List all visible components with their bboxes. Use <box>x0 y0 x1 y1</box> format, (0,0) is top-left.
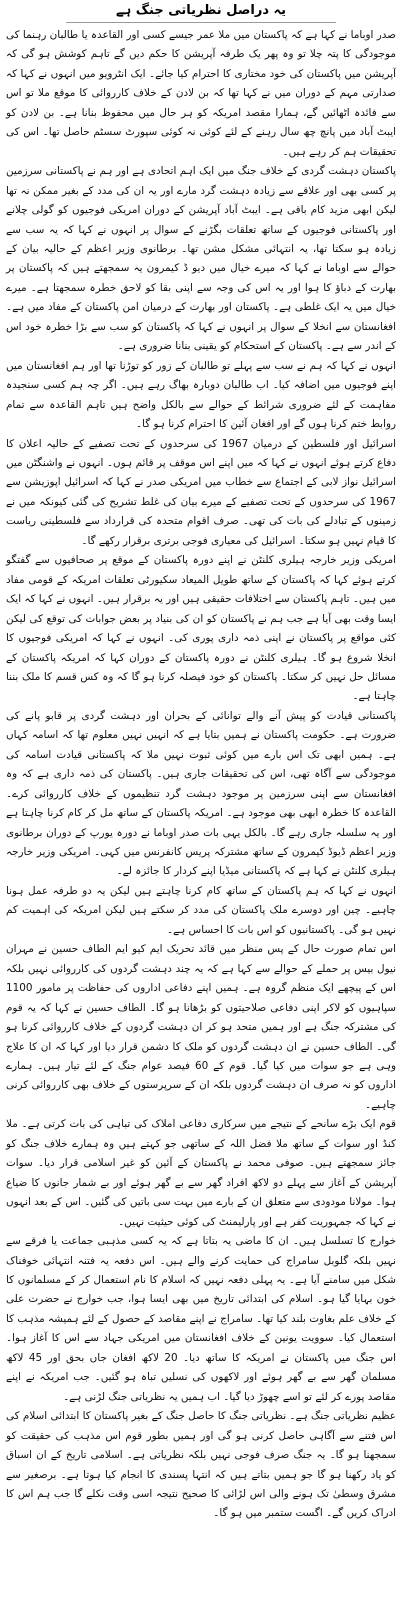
paragraph: امریکی وزیر خارجہ ہیلری کلنٹن نے اپنے دورہ پاکستان کے موقع پر صحافیوں سے گفتگو کرتے ہوئے کہا کہ پاکستان کے ساتھ طویل المیعاد سکیورٹی تعلقات امریکہ کے قومی مفاد میں ہیں۔ تاہم پاکستان سے اختلافات حقیقی ہیں اور یہ برقرار ہیں۔ انہوں نے کہا کہ ایک ایسا وقت بھی آیا ہے جب ہم نے پاکستان کو ان کی بنیاد پر بعض جوابات کی توقع کی لیکن کئی مواقع پر پاکستان نے اپنی ذمہ داری پوری کی۔ انہوں نے کہا کہ امریکی فوجیوں کا انخلا شروع ہو گا۔ ہیلری کلنٹن نے دورہ پاکستان کے دوران کہا کہ امریکہ پاکستان کے مسائل حل نہیں کر سکتا۔ پاکستان کو خود فیصلہ کرنا ہو گا کہ وہ کس قسم کا ملک بننا چاہتا ہے۔ <box>6 554 396 703</box>
paragraph: خوارج کا تسلسل ہیں۔ ان کا ماضی یہ بتاتا ہے کہ یہ کسی مذہبی جماعت یا فرقے سے نہیں بلکہ گلوبل سامراج کی حمایت کرنے والے ہیں۔ اس دفعہ یہ فتنہ انتہائی خوفناک شکل میں سامنے آیا ہے۔ یہ پہلی دفعہ نہیں کہ اسلام کا نام استعمال کر کے مسلمانوں کا خون بہایا گیا ہو۔ اسلام کی ابتدائی تاریخ میں بھی ایسا ہوا، جب خوارج نے حضرت علی کے خلاف علم بغاوت بلند کیا تھا۔ سامراج نے اپنے مقاصد کے حصول کے لئے ہمیشہ مذہب کا استعمال کیا۔ سوویت یونین کے خلاف افغانستان میں امریکی جہاد سے اس کا آغاز ہوا۔ اس جنگ میں پاکستان نے امریکہ کا ساتھ دیا۔ 20 لاکھ افغان جاں بحق اور 45 لاکھ مسلمان گھر سے بے گھر ہوئے اور لاکھوں کی نسلیں تباہ ہو گئیں۔ جب امریکہ نے اپنے مقاصد پورے کر لئے تو اسے چھوڑ دیا گیا۔ اب ہمیں یہ نظریاتی جنگ لڑنی ہے۔ <box>6 1235 396 1403</box>
paragraph: اس تمام صورت حال کے پس منظر میں قائد تحریک ایم کیو ایم الطاف حسین نے مہران نیول بیس پر حملے کے حوالے سے کہا ہے کہ یہ چند دہشت گردوں کی کارروائی نہیں بلکہ اس کے پیچھے ایک منظم گروہ ہے۔ ہمیں اپنے دفاعی اداروں کی حفاظت پر مامور 1100 سپاہیوں کو لاکر اپنی دفاعی صلاحیتوں کو بڑھانا ہو گا۔ الطاف حسین نے کہا کہ یہ قوم کی مشترکہ جنگ ہے اور ہمیں متحد ہو کر ان دہشت گردوں کے خلاف کارروائی کرنا ہو گی۔ الطاف حسین نے ان دہشت گردوں کو ملک کا دشمن قرار دیا اور کہا کہ ان کا علاج وہی ہے جو سوات میں کیا گیا۔ قوم کے 60 فیصد عوام جنگ کے لئے تیار ہیں۔ ہمارے اداروں کو نہ صرف ان دہشت گردوں بلکہ ان کے سرپرستوں کے خلاف بھی کارروائی کرنی چاہیے۔ <box>6 943 396 1111</box>
article-title: یہ دراصل نظریاتی جنگ ہے <box>115 3 287 18</box>
paragraph: اسرائیل اور فلسطین کے درمیان 1967 کی سرحدوں کے تحت تصفیے کے حالیہ اعلان کا دفاع کرتے ہوئے انہوں نے کہا کہ میں اپنے اس موقف پر قائم ہوں۔ انہوں نے واشنگٹن میں اسرائیل نواز لابی کے اجتماع سے خطاب میں امریکی صدر نے کہا کہ اسرائیل اپوزیشن سے 1967 کی سرحدوں کے تحت تصفیے کے میرے بیان کی غلط تشریح کی گئی کیونکہ میں نے زمینوں کے تبادلے کی بات کی تھی۔ صرف اقوام متحدہ کی قرارداد سے فلسطینی ریاست کا قیام نہیں ہو سکتا۔ اسرائیل کی معیاری فوجی برتری برقرار رکھے گا۔ <box>6 437 397 547</box>
paragraph: پاکستانی قیادت کو پیش آنے والے توانائی کے بحران اور دہشت گردی پر قابو پانے کی ضرورت ہے۔ حکومت پاکستان نے ہمیں بتایا ہے کہ انہیں نہیں معلوم تھا کہ اسامہ کہاں ہے۔ ہمیں ابھی تک اس بارے میں کوئی ثبوت نہیں ملا کہ پاکستانی قیادت اسامہ کی موجودگی سے آگاہ تھی، اس کی تحقیقات جاری ہیں۔ پاکستان کی ذمہ داری ہے کہ وہ افغانستان سے اپنی سرزمین پر موجود دہشت گرد تنظیموں کے خلاف کارروائی کرے۔ القاعدہ کا خطرہ ابھی بھی موجود ہے۔ امریکہ پاکستان کے ساتھ مل کر کام کرنا چاہتا ہے اور یہ سلسلہ جاری رہے گا۔ بالکل یہی بات صدر اوباما نے دورہ یورپ کے دوران برطانوی وزیر اعظم ڈیوڈ کیمرون کے ساتھ مشترکہ پریس کانفرنس میں کہی۔ امریکی وزیر خارجہ ہیلری کلنٹن نے کہا ہے کہ پاکستانی میڈیا اپنے کردار کا جائزہ لے۔ <box>6 709 396 878</box>
title-divider <box>66 22 336 23</box>
paragraph: عظیم نظریاتی جنگ ہے۔ نظریاتی جنگ کا حاصل جنگ کے بغیر پاکستان کا ابتدائی اسلام کی اس فتنے سے آگاہی حاصل کرنی ہو گی اور ہمیں بطور قوم اس مذہب کی حقیقت کو سمجھنا ہو گا۔ یہ جنگ صرف فوجی نہیں بلکہ نظریاتی ہے۔ اسلامی تاریخ کے ان اسباق کو یاد رکھنا ہو گا جو ہمیں بتاتے ہیں کہ انتہا پسندی کا انجام کیا ہوتا ہے۔ برصغیر سے مشرق وسطیٰ تک ہونے والی اس لڑائی کا صحیح نتیجہ اسی وقت نکلے گا جب ہم اس کا ادراک کریں گے۔ اگست ستمبر میں ہو گا۔ <box>6 1410 396 1520</box>
paragraph: انہوں نے کہا کہ ہم پاکستان کے ساتھ کام کرنا چاہتے ہیں لیکن یہ دو طرفہ عمل ہونا چاہیے۔ چین اور دوسرے ملک پاکستان کی مدد کر سکتے ہیں لیکن امریکہ کی اہمیت کم نہیں ہو گی۔ پاکستانیوں کو اس بات کا احساس ہے۔ <box>6 884 396 936</box>
paragraph: انہوں نے کہا کہ ہم نے سب سے پہلے تو طالبان کے زور کو توڑنا تھا اور ہم افغانستان میں اپنے فوجیوں میں اضافہ کیا۔ اب طالبان دوبارہ بھاگ رہے ہیں۔ اگر چہ ہم کسی سنجیدہ مفاہمت کے لئے ضروری شرائط کے حوالے سے بالکل واضح ہیں تاہم القاعدہ سے تمام روابط ختم کرنا ہوں گے اور افغان آئین کا احترام کرنا ہو گا۔ <box>6 359 396 431</box>
paragraph: قوم ایک بڑے سانحے کے نتیجے میں سرکاری دفاعی املاک کی تباہی کی بات کرتی ہے۔ ملا کنڈ اور سوات کے ساتھ ملا فضل اللہ کے ساتھی جو کہتے ہیں وہ ہمارے خلاف جنگ کو جائز سمجھتے ہیں۔ صوفی محمد نے پاکستان کے آئین کو غیر اسلامی قرار دیا۔ سوات آپریشن کے آغاز سے پہلے دو لاکھ افراد گھر سے بے گھر ہوئے اور بے شمار جانوں کا ضیاع ہوا۔ مولانا مودودی سے متعلق ان کے بارے میں بہت سی باتیں کی گئیں۔ اس کے بعد انہوں نے کہا کہ جمہوریت کفر ہے اور پارلیمنٹ کی کوئی حیثیت نہیں۔ <box>6 1118 396 1228</box>
article-body <box>6 26 396 1524</box>
paragraph: صدر اوباما نے کہا ہے کہ پاکستان میں ملا عمر جیسے کسی اور القاعدہ یا طالبان رہنما کی موجودگی کا پتہ چلا تو وہ پھر یک طرفہ آپریشن کا حکم دیں گے تاہم کوشش ہو گی کہ آپریشن میں پاکستان کی خود مختاری کا احترام کیا جائے۔ ایک انٹرویو میں انہوں نے کہا کہ صدارتی مہم کے دوران میں نے کہا تھا کہ بن لادن کے خلاف کارروائی کا موقع ملا تو اس سے فائدہ اٹھائیں گے، ہمارا مقصد امریکہ کو ہر حال میں محفوظ بنانا ہے۔ بن لادن کو ایبٹ آباد میں پانچ چھ سال رہنے کے لئے کوئی نہ کوئی سپورٹ سسٹم حاصل تھا۔ اس کی تحقیقات ہم کر رہے ہیں۔ <box>6 29 396 158</box>
paragraph: پاکستان دہشت گردی کے خلاف جنگ میں ایک اہم اتحادی ہے اور ہم نے پاکستانی سرزمین پر کسی بھی اور علاقے سے زیادہ دہشت گرد مارے اور یہ ان کی مدد کے بغیر ممکن نہ تھا لیکن ابھی مزید کام باقی ہے۔ ایبٹ آباد آپریشن کے دوران امریکی فوجیوں کو گولی چلانے اور پاکستانی فوجیوں کے ساتھ تعلقات بگڑنے کے سوال پر انہوں نے کہا کہ یہ سب سے زیادہ ہو سکتا تھا، یہ انتہائی مشکل مشن تھا۔ برطانوی وزیر اعظم کے حالیہ بیان کے حوالے سے اوباما نے کہا کہ میرے خیال میں دیو ڈ کیمرون یہ سمجھتے ہیں کہ پاکستان پر بھارت کے دباؤ کا ہوا اور یہ اس کی وجہ سے اپنی بقا کو لاحق خطرہ سمجھتا ہے۔ میرے خیال میں یہ ایک غلطی ہے۔ پاکستان اور بھارت کے درمیان امن پاکستان کے مفاد میں ہے۔ افغانستان سے انخلا کے سوال پر انہوں نے کہا کہ پاکستان کو سب سے بڑا خطرہ خود اس کے اندر سے ہے۔ پاکستان کے استحکام کو یقینی بنانا ضروری ہے۔ <box>6 165 396 353</box>
